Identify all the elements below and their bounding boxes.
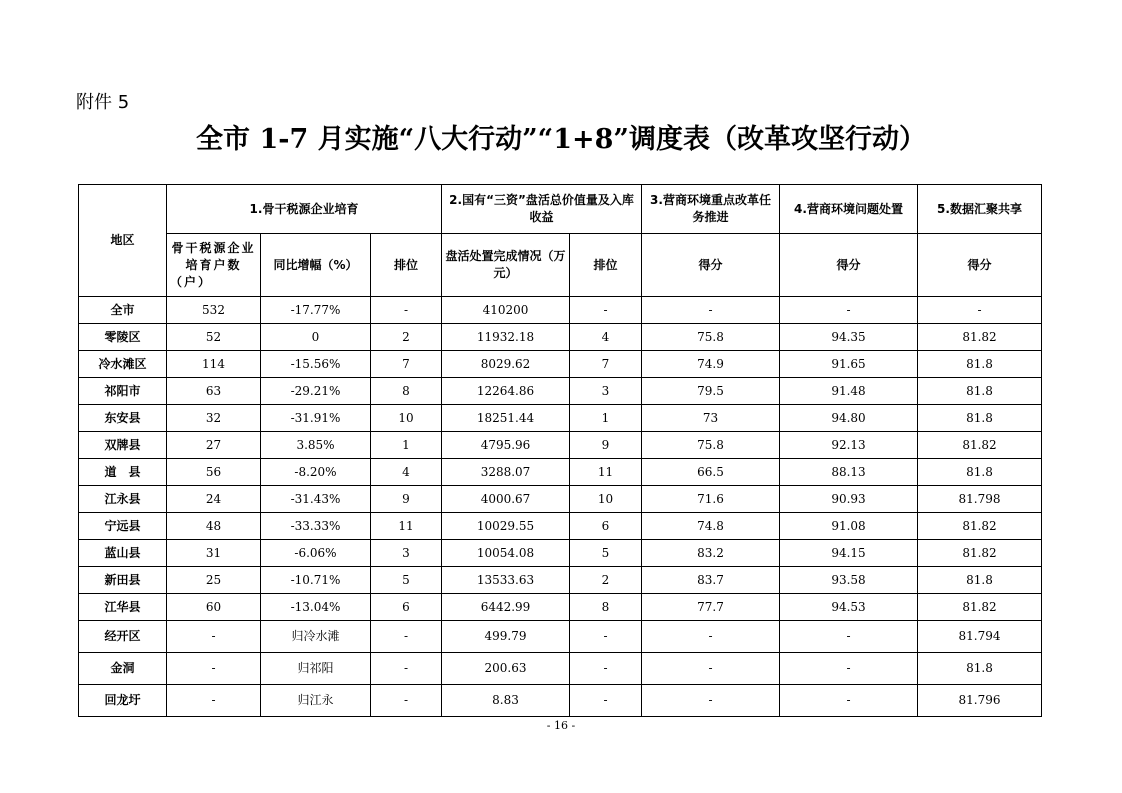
cell-yoy: -10.71%: [261, 567, 371, 594]
cell-score-5: 81.8: [918, 567, 1042, 594]
cell-yoy: 归江永: [261, 685, 371, 717]
table-row: [79, 378, 1042, 405]
cell-score-4: -: [780, 297, 918, 324]
cell-score-4: 94.80: [780, 405, 918, 432]
cell-score-5: 81.8: [918, 378, 1042, 405]
cell-rank-1: 6: [371, 594, 442, 621]
cell-households: 60: [167, 594, 261, 621]
cell-region: 全市: [79, 297, 167, 324]
table-row: [79, 324, 1042, 351]
cell-rank-2: 8: [570, 594, 642, 621]
cell-disposal: 11932.18: [442, 324, 570, 351]
cell-households: 532: [167, 297, 261, 324]
cell-rank-1: 3: [371, 540, 442, 567]
cell-households: 31: [167, 540, 261, 567]
cell-yoy: -8.20%: [261, 459, 371, 486]
dispatch-table: [78, 184, 1042, 717]
header-group-data-sharing: 5.数据汇聚共享: [918, 185, 1042, 234]
header-rank-1: 排位: [371, 234, 442, 297]
table-header-row-1: [79, 185, 1042, 234]
cell-households: 27: [167, 432, 261, 459]
table-row: [79, 567, 1042, 594]
cell-score-4: 91.08: [780, 513, 918, 540]
table-row: [79, 459, 1042, 486]
cell-households: -: [167, 621, 261, 653]
cell-disposal: 200.63: [442, 653, 570, 685]
cell-yoy: -29.21%: [261, 378, 371, 405]
cell-households: 32: [167, 405, 261, 432]
cell-yoy: -15.56%: [261, 351, 371, 378]
cell-households: 56: [167, 459, 261, 486]
cell-yoy: -31.43%: [261, 486, 371, 513]
cell-yoy: 归祁阳: [261, 653, 371, 685]
cell-score-5: 81.8: [918, 351, 1042, 378]
cell-region: 东安县: [79, 405, 167, 432]
header-rank-2: 排位: [570, 234, 642, 297]
cell-region: 零陵区: [79, 324, 167, 351]
cell-rank-1: 10: [371, 405, 442, 432]
header-region: 地区: [79, 185, 167, 297]
cell-score-3: 83.7: [642, 567, 780, 594]
cell-score-3: -: [642, 653, 780, 685]
cell-score-4: 94.53: [780, 594, 918, 621]
cell-rank-2: 2: [570, 567, 642, 594]
cell-score-5: -: [918, 297, 1042, 324]
cell-rank-2: 6: [570, 513, 642, 540]
cell-rank-2: 7: [570, 351, 642, 378]
cell-region: 道 县: [79, 459, 167, 486]
cell-yoy: -17.77%: [261, 297, 371, 324]
cell-rank-2: 1: [570, 405, 642, 432]
cell-households: 48: [167, 513, 261, 540]
cell-households: 52: [167, 324, 261, 351]
cell-rank-1: 2: [371, 324, 442, 351]
table-row: [79, 297, 1042, 324]
cell-score-4: 91.65: [780, 351, 918, 378]
cell-score-4: 94.15: [780, 540, 918, 567]
cell-households: 114: [167, 351, 261, 378]
cell-score-5: 81.82: [918, 594, 1042, 621]
cell-rank-2: 3: [570, 378, 642, 405]
header-group-issue-handling: 4.营商环境问题处置: [780, 185, 918, 234]
page-title: 全市 1-7 月实施“八大行动”“1+8”调度表（改革攻坚行动）: [196, 124, 926, 155]
cell-rank-1: -: [371, 653, 442, 685]
table-row: [79, 594, 1042, 621]
cell-score-5: 81.8: [918, 459, 1042, 486]
table-row: [79, 621, 1042, 653]
table-row: [79, 486, 1042, 513]
table-row: [79, 685, 1042, 717]
cell-yoy: -13.04%: [261, 594, 371, 621]
cell-score-4: -: [780, 653, 918, 685]
cell-disposal: 6442.99: [442, 594, 570, 621]
table-row: [79, 513, 1042, 540]
cell-households: 63: [167, 378, 261, 405]
cell-score-5: 81.798: [918, 486, 1042, 513]
cell-households: -: [167, 653, 261, 685]
cell-disposal: 10054.08: [442, 540, 570, 567]
header-group-reform-tasks: 3.营商环境重点改革任务推进: [642, 185, 780, 234]
cell-yoy: 3.85%: [261, 432, 371, 459]
cell-rank-2: -: [570, 653, 642, 685]
cell-score-5: 81.82: [918, 513, 1042, 540]
cell-yoy: -6.06%: [261, 540, 371, 567]
cell-score-4: 93.58: [780, 567, 918, 594]
cell-households: -: [167, 685, 261, 717]
cell-rank-1: 5: [371, 567, 442, 594]
cell-rank-2: 5: [570, 540, 642, 567]
cell-region: 双牌县: [79, 432, 167, 459]
cell-rank-2: -: [570, 685, 642, 717]
cell-region: 新田县: [79, 567, 167, 594]
cell-rank-1: 4: [371, 459, 442, 486]
cell-yoy: 归冷水滩: [261, 621, 371, 653]
table-row: [79, 540, 1042, 567]
cell-region: 江永县: [79, 486, 167, 513]
cell-disposal: 10029.55: [442, 513, 570, 540]
cell-disposal: 13533.63: [442, 567, 570, 594]
cell-score-5: 81.82: [918, 432, 1042, 459]
table-header-row-2: [79, 234, 1042, 297]
header-households: 骨干税源企业培育户数（户）: [167, 234, 261, 297]
cell-score-4: 91.48: [780, 378, 918, 405]
cell-rank-2: 9: [570, 432, 642, 459]
table-body: [79, 297, 1042, 717]
cell-score-5: 81.794: [918, 621, 1042, 653]
cell-region: 回龙圩: [79, 685, 167, 717]
cell-score-4: 94.35: [780, 324, 918, 351]
cell-score-3: 73: [642, 405, 780, 432]
cell-disposal: 4000.67: [442, 486, 570, 513]
cell-score-5: 81.8: [918, 405, 1042, 432]
cell-rank-1: 9: [371, 486, 442, 513]
cell-score-3: -: [642, 297, 780, 324]
cell-disposal: 12264.86: [442, 378, 570, 405]
cell-score-4: -: [780, 621, 918, 653]
table-row: [79, 653, 1042, 685]
cell-score-4: 88.13: [780, 459, 918, 486]
cell-score-3: 83.2: [642, 540, 780, 567]
cell-region: 蓝山县: [79, 540, 167, 567]
cell-disposal: 4795.96: [442, 432, 570, 459]
cell-rank-1: 1: [371, 432, 442, 459]
table-row: [79, 432, 1042, 459]
cell-region: 祁阳市: [79, 378, 167, 405]
cell-rank-2: -: [570, 621, 642, 653]
cell-rank-1: 8: [371, 378, 442, 405]
cell-score-5: 81.8: [918, 653, 1042, 685]
cell-region: 经开区: [79, 621, 167, 653]
cell-rank-1: 11: [371, 513, 442, 540]
cell-score-3: 74.9: [642, 351, 780, 378]
cell-score-5: 81.796: [918, 685, 1042, 717]
cell-region: 江华县: [79, 594, 167, 621]
cell-rank-2: 10: [570, 486, 642, 513]
cell-rank-2: 4: [570, 324, 642, 351]
cell-score-4: -: [780, 685, 918, 717]
header-score-3: 得分: [642, 234, 780, 297]
cell-yoy: -31.91%: [261, 405, 371, 432]
cell-households: 25: [167, 567, 261, 594]
attachment-label: 附件 5: [76, 92, 130, 113]
cell-score-3: 71.6: [642, 486, 780, 513]
cell-score-4: 92.13: [780, 432, 918, 459]
cell-score-4: 90.93: [780, 486, 918, 513]
cell-disposal: 3288.07: [442, 459, 570, 486]
cell-score-3: -: [642, 685, 780, 717]
cell-disposal: 410200: [442, 297, 570, 324]
cell-rank-2: 11: [570, 459, 642, 486]
cell-region: 宁远县: [79, 513, 167, 540]
header-score-4: 得分: [780, 234, 918, 297]
cell-score-5: 81.82: [918, 540, 1042, 567]
cell-score-3: 75.8: [642, 432, 780, 459]
cell-score-3: 74.8: [642, 513, 780, 540]
cell-disposal: 18251.44: [442, 405, 570, 432]
table-row: [79, 351, 1042, 378]
cell-yoy: -33.33%: [261, 513, 371, 540]
cell-households: 24: [167, 486, 261, 513]
cell-score-3: -: [642, 621, 780, 653]
cell-disposal: 499.79: [442, 621, 570, 653]
header-yoy: 同比增幅（%）: [261, 234, 371, 297]
cell-rank-1: -: [371, 297, 442, 324]
cell-disposal: 8029.62: [442, 351, 570, 378]
cell-score-3: 79.5: [642, 378, 780, 405]
cell-score-3: 77.7: [642, 594, 780, 621]
header-score-5: 得分: [918, 234, 1042, 297]
cell-rank-1: 7: [371, 351, 442, 378]
header-group-tax-source: 1.骨干税源企业培育: [167, 185, 442, 234]
page-number: - 16 -: [546, 719, 576, 732]
table-row: [79, 405, 1042, 432]
cell-yoy: 0: [261, 324, 371, 351]
cell-score-3: 66.5: [642, 459, 780, 486]
header-group-state-assets: 2.国有“三资”盘活总价值量及入库收益: [442, 185, 642, 234]
cell-region: 冷水滩区: [79, 351, 167, 378]
cell-rank-1: -: [371, 621, 442, 653]
cell-region: 金洞: [79, 653, 167, 685]
cell-rank-2: -: [570, 297, 642, 324]
cell-rank-1: -: [371, 685, 442, 717]
header-disposal: 盘活处置完成情况（万元）: [442, 234, 570, 297]
cell-score-3: 75.8: [642, 324, 780, 351]
cell-score-5: 81.82: [918, 324, 1042, 351]
cell-disposal: 8.83: [442, 685, 570, 717]
